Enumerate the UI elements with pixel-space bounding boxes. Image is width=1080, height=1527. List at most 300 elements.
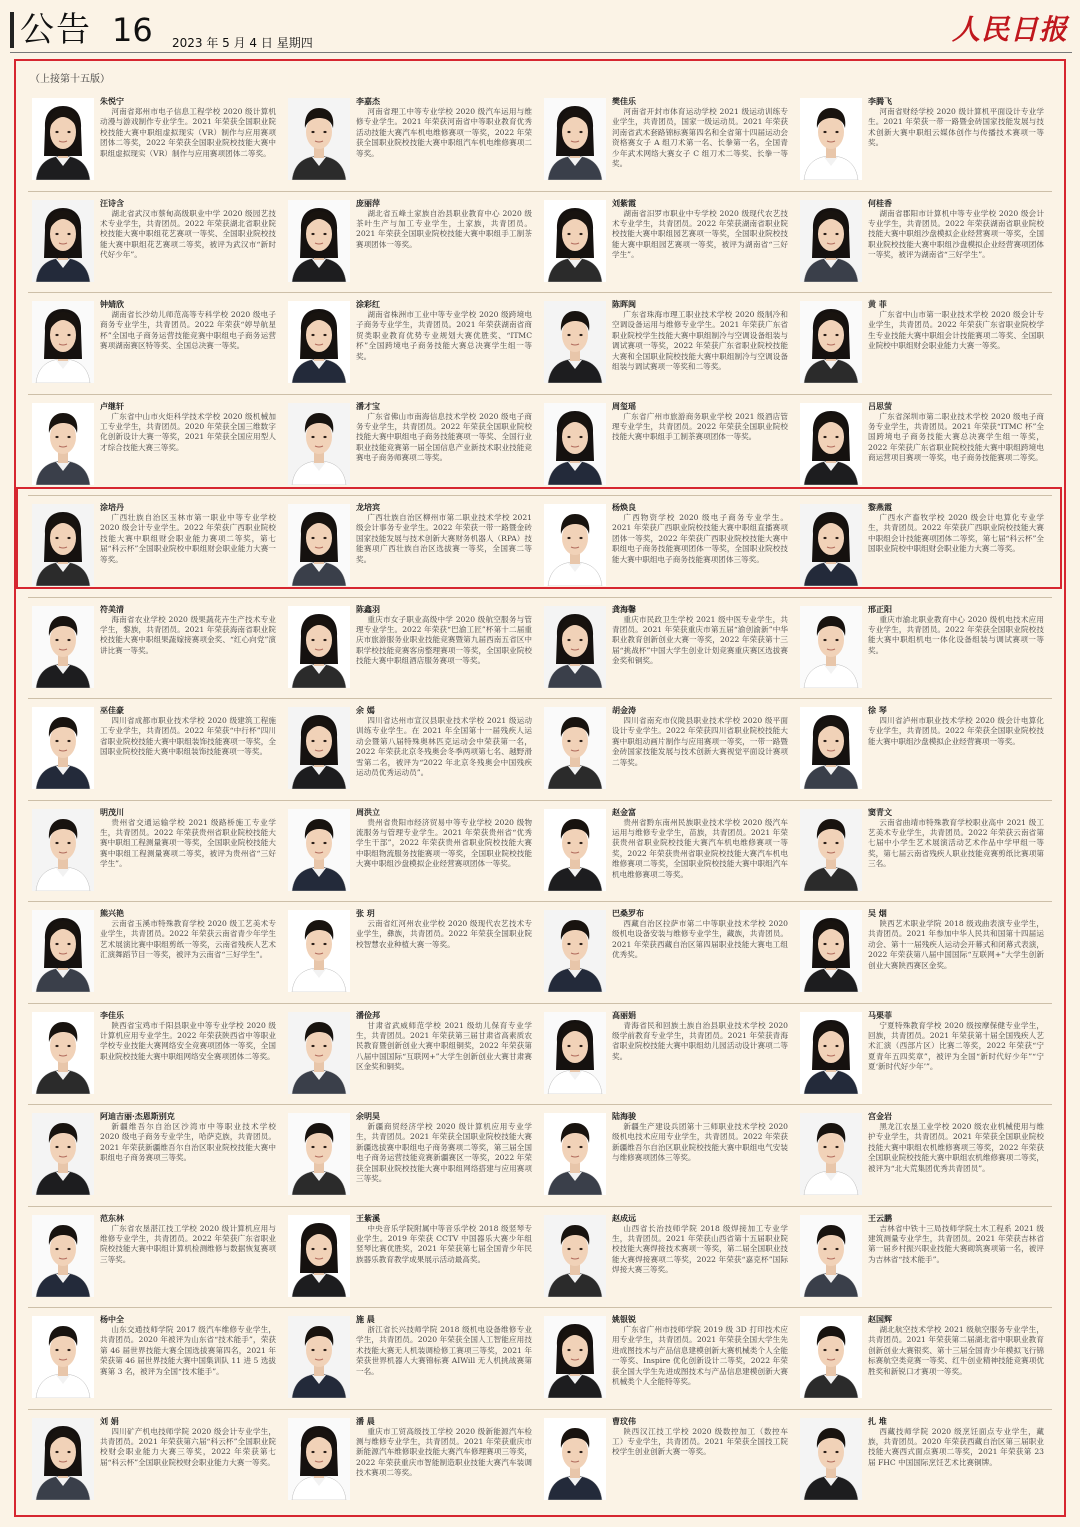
student-name: 吴 烟 — [868, 908, 887, 918]
student-bio: 广东省珠海市理工职业技术学校 2020 级制冷和空调设备运用与维修专业学生。2021 年荣获广东省职业院校学生技能大赛中职组制冷与空调设备组装与调试赛项一等奖，2022 年荣获广东省职业院校技能大赛和全国职业院校技能大赛中职组制冷与空调设备组装与调试赛项一等奖和二等奖。 — [612, 310, 788, 372]
student-row — [28, 699, 1052, 801]
student-bio: 四川省南充市仪陇县职业技术学校 2020 级平面设计专业学生。2022 年荣获四川省职业院校技能大赛中职组动画片制作与应用赛项一等奖，一带一路暨金砖国家技能发展与技术创新大赛视觉平面设计赛项二等奖。 — [612, 716, 788, 767]
student-photo — [32, 504, 94, 586]
student-photo — [800, 301, 862, 383]
student-row — [28, 1207, 1052, 1309]
student-entry — [540, 699, 796, 800]
student-entry — [284, 1308, 540, 1409]
student-entry — [28, 1308, 284, 1409]
student-name: 钟婧欣 — [100, 299, 124, 309]
student-bio: 西藏自治区拉萨市第二中等职业技术学校 2020 级机电设备安装与维修专业学生，藏族，共青团员。2021 年荣获西藏自治区第四届职业技能大赛电工组优秀奖。 — [612, 919, 788, 960]
student-bio: 湖南省株洲市工业中等专业学校 2020 级跨境电子商务专业学生，共青团员。2021 年荣获湖南省商贸类职业教育优势专业规划大赛优胜奖、“ITMC 杯”全国跨境电子商务技能大赛总决赛学生组一等奖。 — [356, 310, 532, 361]
student-name: 熊兴艳 — [100, 908, 124, 918]
portrait-icon — [800, 403, 862, 485]
student-entry — [284, 801, 540, 902]
student-bio: 四川省泸州市职业技术学校 2020 级会计电算化专业学生，共青团员。2022 年荣获全国职业院校技能大赛中职组沙盘模拟企业经营赛项一等奖。 — [868, 716, 1044, 746]
student-photo — [288, 606, 350, 688]
student-entry — [796, 598, 1052, 699]
student-entry — [284, 1004, 540, 1105]
portrait-icon — [800, 1012, 862, 1094]
student-name: 何桂香 — [868, 197, 892, 208]
portrait-icon — [800, 1215, 862, 1297]
student-name: 杨焕良 — [612, 502, 636, 512]
student-entry — [28, 1004, 284, 1105]
student-entry — [28, 395, 284, 496]
student-photo — [32, 301, 94, 383]
student-entry — [284, 598, 540, 699]
student-photo — [32, 1215, 94, 1297]
newspaper-logo: 人民日报 — [951, 13, 1068, 46]
student-photo — [800, 606, 862, 688]
student-row — [28, 1308, 1052, 1410]
student-photo — [32, 1316, 94, 1398]
student-bio: 湖北省五峰土家族自治县职业教育中心 2020 级茶叶生产与加工专业学生，土家族，共青团员。2021 年荣获全国职业院校技能大赛中职组手工制茶赛项团体一等奖。 — [356, 208, 532, 249]
student-bio: 宁夏特殊教育学校 2020 级按摩保健专业学生，回族，共青团员。2021 年荣获第十届全国残疾人艺术汇演（西部片区）比赛二等奖，2022 年荣获“宁夏青年五四奖章”，被评为全国“新时代好少年”“宁夏‘新时代好少年’”。 — [868, 1020, 1044, 1072]
student-entry — [28, 801, 284, 902]
student-name: 宫金岩 — [868, 1111, 892, 1121]
portrait-icon — [32, 910, 94, 992]
student-photo — [288, 200, 350, 282]
portrait-icon — [800, 1113, 862, 1195]
student-photo — [288, 707, 350, 789]
student-row — [28, 293, 1052, 395]
student-bio: 青海省民和回族土族自治县职业技术学校 2020 级学前教育专业学生，共青团员。2021 年荣获青海省职业院校技能大赛中职组幼儿园活动设计赛项二等奖。 — [612, 1020, 788, 1061]
student-name: 朱悦宁 — [100, 96, 124, 106]
student-bio: 湖北省武汉市蔡甸高级职业中学 2020 级园艺技术专业学生，共青团员。2022 年荣获湖北省职业院校技能大赛中职组花艺赛项一等奖、全国职业院校技能大赛中职组花艺赛项二等奖，被评为武汉市“新时代好少年”。 — [100, 208, 276, 260]
student-entry — [796, 1105, 1052, 1206]
student-bio: 广东省广州市技师学院 2019 级 3D 打印技术应用专业学生，共青团员。2021 年荣获全国大学生先进成图技术与产品信息建模创新大赛机械类个人全能一等奖、Inspire 优化创新设计二等奖，2022 年荣获全国大学生先进成图技术与产品信息建模创新大赛机械类个人全能特等奖。 — [612, 1325, 788, 1387]
student-name: 樊佳乐 — [612, 96, 636, 106]
masthead-divider — [10, 52, 1072, 53]
student-name: 李佳乐 — [100, 1009, 124, 1020]
student-bio: 陕西省宝鸡市千阳县职业中等专业学校 2020 级计算机应用专业学生。2022 年荣获陕西省中等职业学校专业技能大赛网络安全竞赛项团体一等奖，全国职业院校技能大赛中职组网络安全赛项团体二等奖。 — [100, 1020, 276, 1061]
student-photo — [544, 1012, 606, 1094]
student-entry — [796, 90, 1052, 191]
student-name: 赵金富 — [612, 806, 636, 817]
student-name: 龙培宾 — [356, 502, 380, 512]
student-name: 李嘉杰 — [356, 96, 380, 106]
student-photo — [800, 504, 862, 586]
student-photo — [544, 1316, 606, 1398]
portrait-icon — [800, 910, 862, 992]
student-entry — [284, 293, 540, 394]
student-photo — [544, 301, 606, 383]
student-name: 张 玥 — [356, 908, 375, 918]
student-name: 潘俭邦 — [356, 1009, 380, 1020]
student-row — [28, 90, 1052, 192]
student-name: 潘 晨 — [356, 1415, 375, 1426]
masthead — [0, 0, 1080, 52]
portrait-icon — [544, 301, 606, 383]
student-entry — [540, 293, 796, 394]
portrait-icon — [288, 1316, 350, 1398]
student-photo — [544, 200, 606, 282]
student-photo — [32, 1113, 94, 1195]
student-photo — [800, 98, 862, 180]
page-number: 16 — [112, 11, 153, 49]
student-bio: 湖南省长沙幼儿师范高等专科学校 2020 级电子商务专业学生，共青团员。2022 年荣获“婷导航星杯”全国电子商务运营技能竞赛中职组电子商务运营赛项湖南赛区特等奖、全国总决赛一等奖。 — [100, 310, 276, 351]
student-entry — [284, 192, 540, 293]
student-name: 王云鹏 — [868, 1212, 892, 1223]
portrait-icon — [544, 910, 606, 992]
portrait-icon — [544, 98, 606, 180]
portrait-icon — [288, 504, 350, 586]
student-photo — [800, 809, 862, 891]
student-photo — [288, 1418, 350, 1500]
portrait-icon — [32, 1012, 94, 1094]
student-name: 庞丽萍 — [356, 197, 380, 208]
student-bio: 四川矿产机电技师学院 2020 级会计专业学生，共青团员。2021 年荣获第六届“科云杯”全国职业院校财会职业能力大赛三等奖，2022 年荣获第七届“科云杯”全国职业院校财会职业能力大赛一等奖。 — [100, 1426, 276, 1467]
student-name: 施 晨 — [356, 1314, 375, 1324]
student-name: 范东林 — [100, 1212, 124, 1223]
student-bio: 贵州省交通运输学校 2021 级路桥施工专业学生，共青团员。2022 年荣获贵州省职业院校技能大赛中职组工程测量赛项一等奖，全国职业院校技能大赛中职组工程测量赛项二等奖，被评为贵州省“三好学生”。 — [100, 817, 276, 869]
student-photo — [544, 809, 606, 891]
portrait-icon — [32, 200, 94, 282]
student-name: 徐 琴 — [868, 705, 887, 715]
student-name: 刘 娟 — [100, 1415, 119, 1426]
student-entry — [28, 1410, 284, 1511]
student-photo — [288, 301, 350, 383]
student-entry — [28, 496, 284, 597]
student-entry — [28, 90, 284, 191]
student-photo — [288, 809, 350, 891]
student-entry — [28, 598, 284, 699]
student-entry — [540, 192, 796, 293]
student-entry — [28, 1105, 284, 1206]
student-bio: 四川省达州市宣汉县职业技术学校 2021 级运动训练专业学生。在 2021 年全国第十一届残疾人运动会暨第八届特殊奥林匹克运动会中荣获第一名，2022 年荣获北京冬残奥会冬季两项第七名、越野滑雪第二名，被评为“2022 年北京冬残奥会中国残疾运动员优秀运动员”。 — [356, 716, 532, 778]
student-photo — [800, 200, 862, 282]
student-photo — [32, 403, 94, 485]
portrait-icon — [544, 809, 606, 891]
student-entry — [796, 801, 1052, 902]
student-entry — [284, 496, 540, 597]
portrait-icon — [32, 606, 94, 688]
student-bio: 湖南省郡阳市计算机中等专业学校 2020 级会计专业学生，共青团员。2022 年荣获湖南省职业院校技能大赛中职组沙盘模拟企业经营赛项一等奖，全国职业院校技能大赛中职组沙盘模拟企业经营赛项团体一等奖，被评为湖南省“三好学生”。 — [868, 208, 1044, 260]
student-bio: 河南省财经学校 2020 级计算机平面设计专业学生。2021 年荣获一带一路暨金砖国家技能发展与技术创新大赛中职组云媒体创作与传播技术赛项一等奖。 — [868, 107, 1044, 148]
student-bio: 重庆市女子职业高级中学 2020 级航空服务与管理专业学生。2022 年荣获“巴渝工匠”杯第十二届重庆市旅游服务业职业技能竞赛暨第九届西南五省区中职学校技能竞赛客房整理赛项一等奖，全国职业院校技能大赛中职组酒店服务赛项一等奖。 — [356, 614, 532, 666]
student-bio: 贵州省黔东南州民族职业技术学校 2020 级汽车运用与维修专业学生，苗族，共青团员。2021 年荣获贵州省职业院校技能大赛汽车机电维修赛项一等奖，2022 年荣获贵州省职业院校技能大赛汽车机电维修赛项二等奖，全国职业院校技能大赛中职组汽车机电维修赛项二等奖。 — [612, 817, 788, 879]
student-bio: 新疆维吾尔自治区沙湾市中等职业技术学校 2020 级电子商务专业学生，哈萨克族，共青团员。2021 年荣获新疆维吾尔自治区职业院校技能大赛中职组电子商务赛项三等奖。 — [100, 1122, 276, 1163]
portrait-icon — [288, 200, 350, 282]
portrait-icon — [288, 301, 350, 383]
student-bio: 广东省中山市第一职业技术学校 2020 级会计专业学生，共青团员。2022 年荣获广东省职业院校学生专业技能大赛中职组会计技能赛项二等奖、全国职业院校中职组财会职业能力大赛一等奖。 — [868, 310, 1044, 351]
portrait-icon — [288, 809, 350, 891]
student-photo — [32, 910, 94, 992]
student-bio: 广东省深圳市第二职业技术学校 2020 级电子商务专业学生，共青团员。2021 年荣获“ITMC 杯”全国跨境电子商务技能大赛总决赛学生组一等奖，2022 年荣获广东省职业院校技能大赛中职组跨境电商运营项目赛项一等奖，电子商务技能赛项二等奖。 — [868, 411, 1044, 463]
student-grid — [28, 90, 1052, 1510]
student-name: 周玺瑶 — [612, 400, 636, 411]
student-name: 陈鑫羽 — [356, 603, 380, 614]
student-photo — [800, 1113, 862, 1195]
student-bio: 广东省佛山市南海信息技术学校 2020 级电子商务专业学生，共青团员。2022 年荣获全国职业院校技能大赛中职组电子商务技能赛项一等奖、全国行业职业技能竞赛第一届全国信息产业新技术职业技能竞赛电子商务师赛项二等奖。 — [356, 411, 532, 463]
student-row — [28, 598, 1052, 700]
student-photo — [544, 98, 606, 180]
portrait-icon — [288, 1418, 350, 1500]
portrait-icon — [800, 98, 862, 180]
student-name: 窦青文 — [868, 806, 892, 817]
student-name: 龚海馨 — [612, 603, 636, 614]
student-photo — [800, 1215, 862, 1297]
student-name: 高丽娟 — [612, 1009, 636, 1020]
student-bio: 云南省曲靖市特殊教育学校职业高中 2021 级工艺美术专业学生，共青团员。2022 年荣获云南省第七届中小学生艺术展演活动艺术作品中学甲组一等奖，第七届云南省残疾人职业技能竞赛剪纸比赛项第三名。 — [868, 817, 1044, 869]
student-photo — [544, 606, 606, 688]
portrait-icon — [800, 301, 862, 383]
masthead-bar — [10, 12, 14, 48]
student-entry — [540, 1308, 796, 1409]
student-entry — [28, 699, 284, 800]
portrait-icon — [544, 1012, 606, 1094]
portrait-icon — [32, 403, 94, 485]
student-entry — [284, 699, 540, 800]
student-photo — [800, 403, 862, 485]
student-photo — [32, 1012, 94, 1094]
student-bio: 浙江省长兴技师学院 2018 级机电设备维修专业学生，共青团员。2020 年荣获全国人工智能应用技术技能大赛无人机装调检修工赛项三等奖，2021 年荣获世界机器人大赛锦标赛 AIWill 无人机挑战赛第一名。 — [356, 1325, 532, 1376]
student-row — [28, 192, 1052, 294]
student-photo — [800, 1012, 862, 1094]
student-name: 余 嫣 — [356, 705, 375, 715]
student-photo — [800, 1418, 862, 1500]
portrait-icon — [32, 1316, 94, 1398]
student-bio: 新疆商贸经济学校 2020 级计算机应用专业学生，共青团员。2021 年荣获全国职业院校技能大赛新疆选拔赛中职组电子商务赛项二等奖，第三届全国电子商务运营技能竞赛新疆赛区一等奖，2022 年荣获全国职业院校技能大赛中职组网络搭建与应用赛项三等奖。 — [356, 1122, 532, 1184]
student-name: 胡金涛 — [612, 705, 636, 715]
student-name: 赵国辉 — [868, 1314, 892, 1324]
student-photo — [288, 98, 350, 180]
student-bio: 吉林省中铁十三局技师学院土木工程系 2021 级建筑测量专业学生，共青团员。2021 年荣获吉林省第一届乡村振兴职业技能大赛砌筑赛项第一名，被评为吉林省“技术能手”。 — [868, 1223, 1044, 1264]
student-entry — [796, 1308, 1052, 1409]
portrait-icon — [288, 403, 350, 485]
portrait-icon — [800, 200, 862, 282]
portrait-icon — [544, 504, 606, 586]
student-name: 黄 菲 — [868, 299, 887, 309]
student-bio: 广西物资学校 2020 级电子商务专业学生。2021 年荣获广西职业院校技能大赛中职组直播赛项团体一等奖，2022 年荣获广西职业院校技能大赛中职组电子商务技能赛项团体一等奖，全国职业院校技能大赛中职组电子商务技能赛项团体三等奖。 — [612, 513, 788, 564]
portrait-icon — [32, 98, 94, 180]
student-row — [28, 1410, 1052, 1511]
portrait-icon — [288, 910, 350, 992]
portrait-icon — [544, 403, 606, 485]
student-photo — [544, 910, 606, 992]
student-bio: 陕西汉江技工学校 2020 级数控加工（数控车工）专业学生，共青团员。2021 年荣获全国技工院校学生创业创新大赛一等奖。 — [612, 1426, 788, 1457]
student-name: 明茂川 — [100, 806, 124, 817]
student-name: 巴桑罗布 — [612, 908, 644, 918]
student-photo — [544, 1418, 606, 1500]
student-name: 吕思萤 — [868, 400, 892, 411]
portrait-icon — [288, 1012, 350, 1094]
student-bio: 山西省长治技师学院 2018 级焊接加工专业学生，共青团员。2021 年荣获山西省第十五届职业院校技能大赛焊接技术赛项一等奖，第二届全国职业技能大赛焊接赛项二等奖，2022 年荣获“嘉克杯”国际焊接大赛三等奖。 — [612, 1223, 788, 1275]
student-entry — [284, 902, 540, 1003]
student-entry — [28, 293, 284, 394]
student-row — [28, 1004, 1052, 1106]
portrait-icon — [288, 1215, 350, 1297]
student-photo — [544, 1215, 606, 1297]
student-row — [28, 902, 1052, 1004]
student-entry — [796, 496, 1052, 597]
student-name: 陈晖闽 — [612, 299, 636, 309]
continued-note: （上接第十五版） — [30, 74, 110, 85]
student-photo — [32, 809, 94, 891]
section-title: 公告 — [20, 10, 92, 50]
portrait-icon — [544, 1113, 606, 1195]
student-bio: 贵州省贵阳市经济贸易中等专业学校 2020 级物流服务与管理专业学生。2021 年荣获贵州省“优秀学生干部”，2022 年荣获贵州省职业院校技能大赛中职组物流服务技能赛项一等奖，全国职业院校技能大赛中职组沙盘模拟企业经营赛项团体一等奖。 — [356, 817, 532, 869]
portrait-icon — [32, 1113, 94, 1195]
portrait-icon — [544, 1418, 606, 1500]
student-photo — [288, 910, 350, 992]
student-entry — [540, 902, 796, 1003]
student-entry — [796, 699, 1052, 800]
portrait-icon — [800, 707, 862, 789]
student-bio: 海南省农业学校 2020 级果蔬花卉生产技术专业学生，黎族，共青团员。2021 年荣获海南省职业院校技能大赛中职组果蔬嫁接赛项金奖、“红心向党”演讲比赛一等奖。 — [100, 614, 276, 655]
student-photo — [544, 1113, 606, 1195]
student-row — [28, 395, 1052, 497]
student-photo — [288, 1316, 350, 1398]
student-name: 王紫溪 — [356, 1212, 380, 1223]
student-photo — [288, 1012, 350, 1094]
student-entry — [796, 395, 1052, 496]
student-photo — [544, 403, 606, 485]
student-photo — [800, 707, 862, 789]
student-name: 符美清 — [100, 603, 124, 614]
portrait-icon — [32, 1215, 94, 1297]
student-entry — [796, 1004, 1052, 1105]
student-photo — [32, 200, 94, 282]
portrait-icon — [544, 200, 606, 282]
portrait-icon — [32, 301, 94, 383]
student-entry — [284, 1410, 540, 1511]
student-bio: 云南省玉溪市特殊教育学校 2020 级工艺美术专业学生，共青团员。2022 年荣获云南省青少年学生艺术展演比赛中职组剪纸一等奖，云南省残疾人艺术汇演舞蹈节目一等奖，被评为云南省“三好学生”。 — [100, 919, 276, 960]
student-entry — [28, 192, 284, 293]
student-bio: 新疆生产建设兵团第十三师职业技术学校 2020 级机电技术应用专业学生，共青团员。2022 年荣获新疆维吾尔自治区职业院校技能大赛中职组电气安装与维修赛项团体三等奖。 — [612, 1122, 788, 1163]
student-name: 涂培丹 — [100, 502, 124, 512]
portrait-icon — [800, 1316, 862, 1398]
student-entry — [28, 1207, 284, 1308]
student-bio: 云南省红河州农业学校 2020 级现代农艺技术专业学生，彝族，共青团员。2022 年荣获全国职业院校智慧农业种植大赛一等奖。 — [356, 919, 532, 949]
student-photo — [288, 403, 350, 485]
student-entry — [540, 90, 796, 191]
portrait-icon — [288, 707, 350, 789]
student-bio: 黑龙江农垦工业学校 2020 级农业机械使用与维护专业学生，共青团员。2021 年荣获全国职业院校技能大赛中职组农机维修赛项三等奖，2022 年荣获全国职业院校技能大赛中职组农机维修赛项二等奖，被评为“北大荒集团优秀共青团员”。 — [868, 1122, 1044, 1173]
portrait-icon — [288, 98, 350, 180]
portrait-icon — [800, 504, 862, 586]
student-entry — [796, 1207, 1052, 1308]
portrait-icon — [800, 606, 862, 688]
student-photo — [32, 1418, 94, 1500]
student-photo — [544, 707, 606, 789]
student-photo — [32, 606, 94, 688]
student-bio: 广东省广州市旅游商务职业学校 2021 级酒店管理专业学生，共青团员。2022 年荣获全国职业院校技能大赛中职组手工制茶赛项团体一等奖。 — [612, 411, 788, 442]
student-row — [28, 1105, 1052, 1207]
student-entry — [28, 902, 284, 1003]
student-name: 卢继轩 — [100, 400, 124, 411]
student-bio: 湖南省汨罗市职业中专学校 2020 级现代农艺技术专业学生，共青团员。2022 年荣获湖南省职业院校技能大赛中职组园艺赛项一等奖，全国职业院校技能大赛中职组园艺赛项一等奖，被评为湖南省“三好学生”。 — [612, 208, 788, 260]
student-name: 陆海骏 — [612, 1111, 636, 1121]
student-photo — [32, 707, 94, 789]
student-name: 刘紫霞 — [612, 197, 636, 208]
student-bio: 河南省开封市体育运动学校 2021 级运动训练专业学生，共青团员，国家一级运动员。2021 年荣获河南省武术套路锦标赛第四名和全省第十四届运动会资格赛女子 A 组刀术第一名、长拳第一名，全国青少年武术网络大赛女子 C 组刀术二等奖、长拳一等奖。 — [612, 107, 788, 169]
student-bio: 重庆市工贸高级技工学校 2020 级新能源汽车检测与维修专业学生，共青团员。2021 年荣获重庆市新能源汽车维修职业技能大赛汽车修理赛项三等奖，2022 年荣获重庆市智能制造职业技能大赛汽车装调技术赛项二等奖。 — [356, 1426, 532, 1478]
student-name: 马栗菲 — [868, 1009, 892, 1020]
student-name: 余明昊 — [356, 1111, 380, 1121]
student-row — [28, 801, 1052, 903]
student-row — [28, 496, 1052, 598]
portrait-icon — [32, 504, 94, 586]
student-name: 巫佳豪 — [100, 705, 124, 715]
student-entry — [540, 1004, 796, 1105]
student-entry — [540, 1207, 796, 1308]
student-name: 杨中全 — [100, 1314, 124, 1324]
student-entry — [796, 1410, 1052, 1511]
student-bio: 广东省农垦湛江技工学校 2020 级计算机应用与维修专业学生，共青团员。2022 年荣获广东省职业院校技能大赛中职组计算机检测维修与数据恢复赛项三等奖。 — [100, 1223, 276, 1264]
student-bio: 广西壮族自治区柳州市第二职业技术学校 2021 级会计事务专业学生。2022 年荣获一带一路暨金砖国家技能发展与技术创新大赛财务机器人（RPA）技能赛项广西壮族自治区选拔赛一等奖，全国赛二等奖。 — [356, 513, 532, 564]
student-bio: 河南省理工中等专业学校 2020 级汽车运用与维修专业学生。2021 年荣获河南省中等职业教育优秀活动技能大赛汽车机电维修赛项一等奖，2022 年荣获全国职业院校技能大赛中职组汽车机电维修赛项二等奖。 — [356, 107, 532, 158]
student-entry — [284, 1105, 540, 1206]
student-name: 黎燕霞 — [868, 502, 892, 512]
portrait-icon — [288, 606, 350, 688]
student-photo — [800, 1316, 862, 1398]
student-name: 潘才宝 — [356, 400, 380, 411]
student-bio: 重庆市渝北职业教育中心 2020 级机电技术应用专业学生，共青团员。2022 年荣获全国职业院校技能大赛中职组机电一体化设备组装与调试赛项一等奖。 — [868, 614, 1044, 655]
student-bio: 重庆市民政卫生学校 2021 级中医专业学生，共青团员。2021 年荣获重庆市第五届“渝创渝新”中华职业教育创新创业大赛一等奖，2022 年荣获第十三届“挑战杯”中国大学生创业计划竞赛重庆赛区选拔赛金奖和铜奖。 — [612, 614, 788, 666]
student-entry — [540, 496, 796, 597]
student-name: 阿迪吉丽·杰恩斯别克 — [100, 1111, 175, 1121]
student-bio: 甘肃省武威师范学校 2021 级幼儿保育专业学生，共青团员。2021 年荣获第三届甘肃省高素质农民教育暨创新创业大赛中职组铜奖，2022 年荣获第八届中国国际“互联网+”大学生创新创业大赛甘肃赛区金奖和铜奖。 — [356, 1020, 532, 1072]
student-bio: 广西水产畜牧学校 2020 级会计电算化专业学生，共青团员。2022 年荣获广西职业院校技能大赛中职组会计技能赛项团体二等奖，第七届“科云杯”全国职业院校中职组财会职业能力大赛二等奖。 — [868, 513, 1044, 554]
student-entry — [796, 293, 1052, 394]
portrait-icon — [544, 606, 606, 688]
portrait-icon — [32, 809, 94, 891]
portrait-icon — [32, 707, 94, 789]
student-bio: 中央音乐学院附属中等音乐学校 2018 级竖琴专业学生。2019 年荣获 CCTV 中国器乐大赛少年组竖琴比赛优胜奖，2021 年荣获第七届全国青少年民族器乐教育教学成果展示活动最高奖。 — [356, 1223, 532, 1264]
student-entry — [540, 1105, 796, 1206]
student-name: 周洪立 — [356, 806, 380, 817]
student-photo — [800, 910, 862, 992]
portrait-icon — [800, 809, 862, 891]
student-entry — [284, 1207, 540, 1308]
student-entry — [540, 1410, 796, 1511]
student-name: 扎 堆 — [868, 1415, 887, 1426]
student-entry — [284, 395, 540, 496]
student-entry — [796, 902, 1052, 1003]
student-bio: 河南省郑州市电子信息工程学校 2020 级计算机动漫与游戏制作专业学生。2021 年荣获全国职业院校技能大赛中职组虚拟现实（VR）制作与应用赛项团体二等奖，2022 年荣获全国职业院校技能大赛中职组虚拟现实（VR）制作与应用赛项团体二等奖。 — [100, 107, 276, 158]
student-name: 姚银锐 — [612, 1314, 636, 1324]
student-bio: 广东省中山市火炬科学技术学校 2020 级机械加工专业学生，共青团员。2020 年荣获全国三维数字化创新设计大赛一等奖，2021 年荣获全国应用型人才综合技能大赛三等奖。 — [100, 411, 276, 452]
student-bio: 西藏技师学院 2020 级烹饪面点专业学生，藏族，共青团员。2020 年荣获西藏自治区第三届职业技能大赛西式面点赛项二等奖，2021 年荣获第 23 届 FHC 中国国际烹饪艺术比赛铜牌。 — [868, 1426, 1044, 1467]
student-name: 赵成远 — [612, 1212, 636, 1223]
portrait-icon — [544, 707, 606, 789]
student-bio: 湖北航空技术学校 2021 级航空服务专业学生，共青团员。2021 年荣获第二届湖北省中职职业教育创新创业大赛银奖、第十三届全国青少年模拟飞行锦标赛航空类竞赛一等奖、红牛创业精神技能竞赛项优胜奖和新锐口才赛项一等奖。 — [868, 1325, 1044, 1376]
student-entry — [540, 395, 796, 496]
student-bio: 广西壮族自治区玉林市第一职业中等专业学校 2020 级会计专业学生。2022 年荣获广西职业院校技能大赛中职组财会职业能力赛项二等奖，第七届“科云杯”全国职业院校中职组财会职业能力大赛一等奖。 — [100, 513, 276, 564]
portrait-icon — [544, 1215, 606, 1297]
student-bio: 陕西艺术职业学院 2018 级戏曲表演专业学生，共青团员。2021 年参加中华人民共和国第十四届运动会、第十一届残疾人运动会开幕式和闭幕式表演，2022 年荣获第八届中国国际“互联网+”大学生创新创业大赛陕西赛区金奖。 — [868, 919, 1044, 970]
portrait-icon — [800, 1418, 862, 1500]
student-entry — [284, 90, 540, 191]
student-name: 汪诗含 — [100, 197, 124, 208]
student-name: 邢正阳 — [868, 603, 892, 614]
student-name: 涂彩红 — [356, 299, 380, 309]
portrait-icon — [32, 1418, 94, 1500]
student-name: 李腾飞 — [868, 96, 892, 106]
student-bio: 山东交通技师学院 2017 级汽车维修专业学生，共青团员。2020 年被评为山东省“技术能手”，荣获第 46 届世界技能大赛全国选拔赛第四名，2021 年荣获第 46 届世界技能大赛中国集训队 11 进 5 选拔赛第 3 名，被评为全国“技术能手”。 — [100, 1325, 276, 1376]
student-photo — [544, 504, 606, 586]
issue-date: 2023 年 5 月 4 日 星期四 — [172, 36, 313, 50]
student-bio: 四川省成都市职业技术学校 2020 级建筑工程施工专业学生，共青团员。2022 年荣获“中行杯”四川省职业院校技能大赛中职组装饰技能赛项一等奖，全国职业院校技能大赛中职组装饰技能赛项一等奖。 — [100, 716, 276, 757]
portrait-icon — [544, 1316, 606, 1398]
student-photo — [288, 1215, 350, 1297]
student-entry — [540, 801, 796, 902]
student-name: 曹玟伟 — [612, 1415, 636, 1426]
portrait-icon — [288, 1113, 350, 1195]
student-photo — [288, 504, 350, 586]
student-photo — [32, 98, 94, 180]
